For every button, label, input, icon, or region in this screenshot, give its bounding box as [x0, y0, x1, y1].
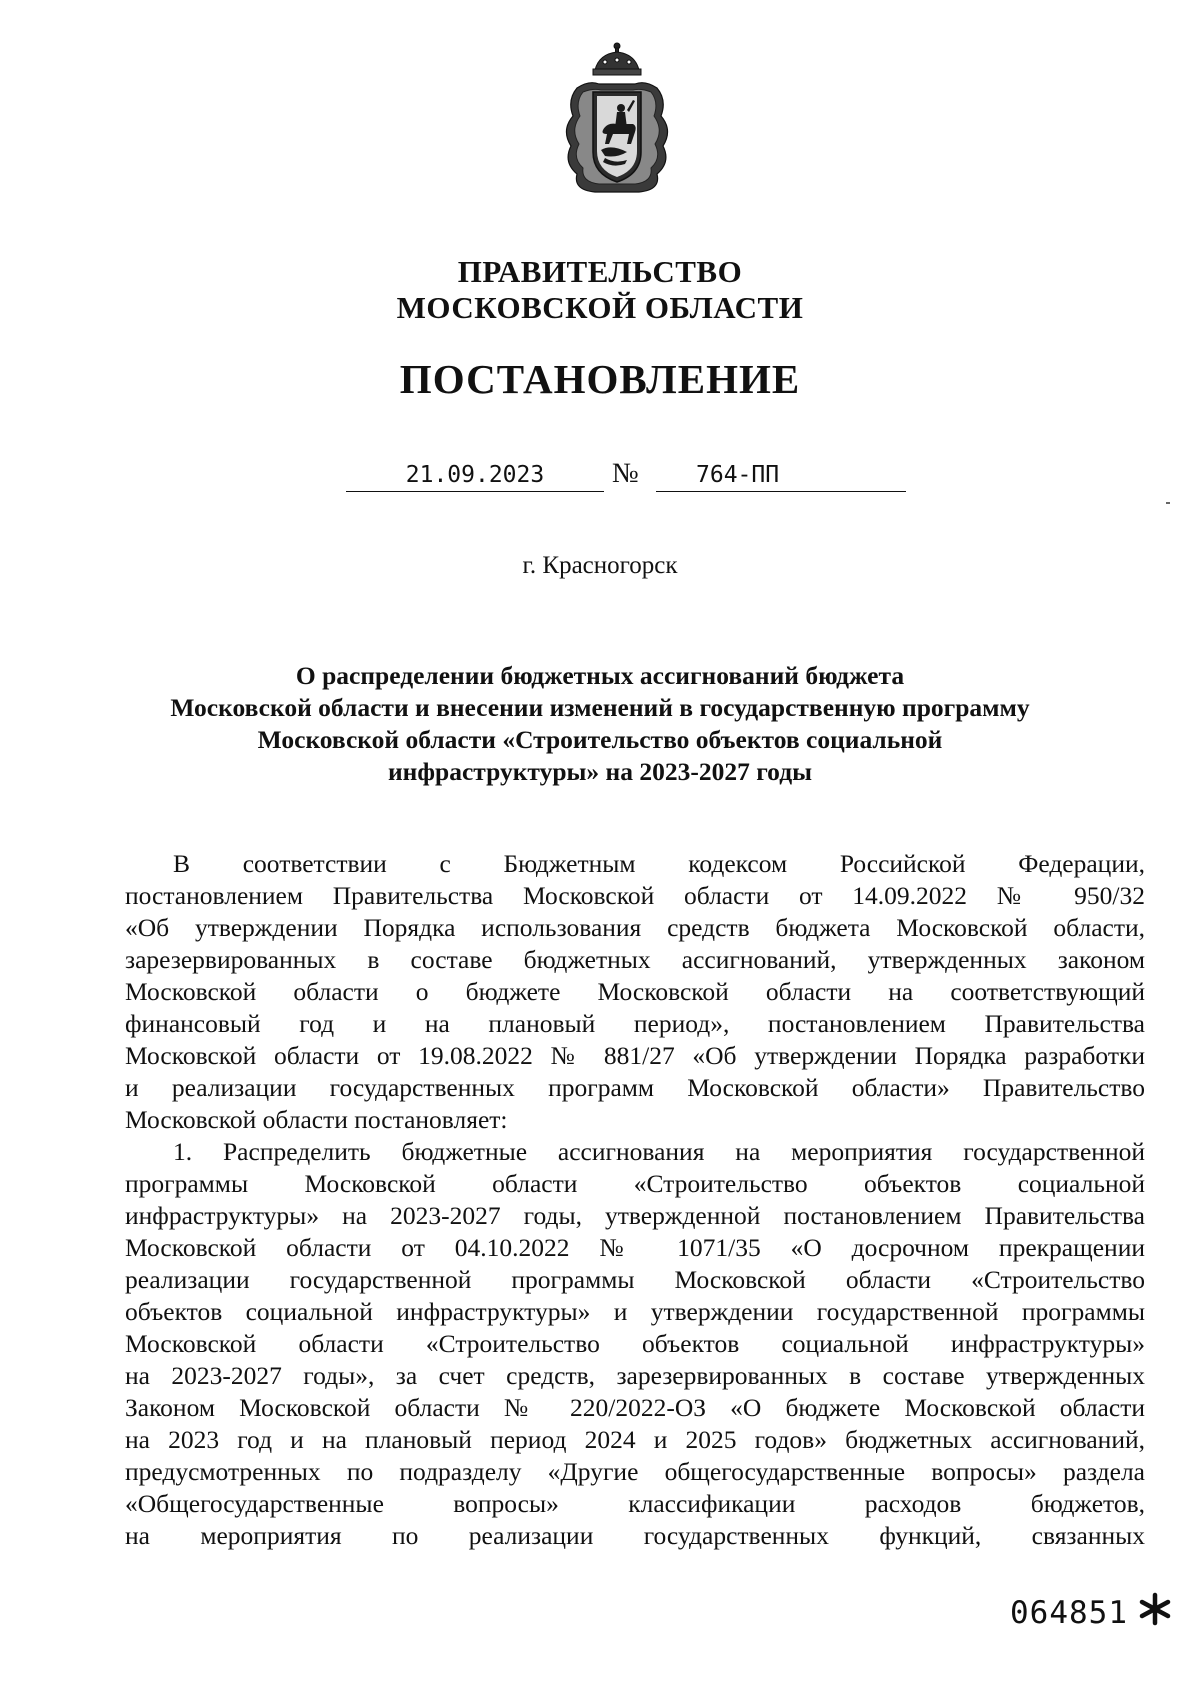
body-line: на 2023 год и на плановый период 2024 и 2025 годов» бюджетных ассигнований, [125, 1425, 1145, 1454]
coat-of-arms-icon [555, 40, 680, 205]
body-line: объектов социальной инфраструктуры» и утверждении государственной программы [125, 1297, 1145, 1326]
subject-line: инфраструктуры» на 2023-2027 годы [387, 757, 812, 786]
number-underline [656, 491, 906, 492]
document-type-title: ПОСТАНОВЛЕНИЕ [399, 356, 801, 402]
document-date: 21.09.2023 [405, 462, 545, 488]
date-underline [346, 491, 604, 492]
number-sign: № [612, 458, 639, 489]
body-line: Московской области от 04.10.2022 № 1071/35 «О досрочном прекращении [125, 1233, 1145, 1262]
body-line: В соответствии с Бюджетным кодексом Российской Федерации, [173, 849, 1145, 878]
body-line: Московской области от 19.08.2022 № 881/27 «Об утверждении Порядка разработки [125, 1041, 1145, 1070]
body-line: предусмотренных по подразделу «Другие общегосударственные вопросы» раздела [125, 1457, 1145, 1486]
document-subject [120, 660, 1080, 788]
body-line: на мероприятия по реализации государственных функций, связанных [125, 1521, 1145, 1550]
registration-block [346, 452, 906, 492]
government-name-line2: МОСКОВСКОЙ ОБЛАСТИ [396, 290, 804, 325]
government-name-line1: ПРАВИТЕЛЬСТВО [457, 254, 743, 289]
body-line: «Об утверждении Порядка использования средств бюджета Московской области, [125, 913, 1145, 942]
body-line: программы Московской области «Строительство объектов социальной [125, 1169, 1145, 1198]
body-line: постановлением Правительства Московской области от 14.09.2022 № 950/32 [125, 881, 1145, 910]
body-line: инфраструктуры» на 2023-2027 годы, утвержденной постановлением Правительства [125, 1201, 1145, 1230]
city-of-issue: г. Красногорск [522, 552, 678, 579]
subject-line: О распределении бюджетных ассигнований бюджета [295, 661, 905, 690]
subject-line: Московской области и внесении изменений в государственную программу [170, 693, 1030, 722]
body-line: и реализации государственных программ Московской области» Правительство [125, 1073, 1145, 1102]
serial-number: 064851 [1010, 1595, 1128, 1631]
body-line: «Общегосударственные вопросы» классификации расходов бюджетов, [125, 1489, 1145, 1518]
scan-artifact [1166, 502, 1170, 504]
body-line: зарезервированных в составе бюджетных ассигнований, утвержденных законом [125, 945, 1145, 974]
document-body [125, 848, 1145, 1552]
body-line: на 2023-2027 годы», за счет средств, зарезервированных в составе утвержденных [125, 1361, 1145, 1390]
body-line: Московской области «Строительство объектов социальной инфраструктуры» [125, 1329, 1145, 1358]
body-line: Московской области о бюджете Московской области на соответствующий [125, 977, 1145, 1006]
subject-line: Московской области «Строительство объектов социальной [257, 725, 943, 754]
body-line: реализации государственной программы Московской области «Строительство [125, 1265, 1145, 1294]
asterisk-icon [1138, 1592, 1172, 1626]
body-line: 1. Распределить бюджетные ассигнования на мероприятия государственной [173, 1137, 1145, 1166]
body-line: Московской области постановляет: [125, 1105, 508, 1134]
body-line: финансовый год и на плановый период», постановлением Правительства [125, 1009, 1145, 1038]
body-line: Законом Московской области № 220/2022-ОЗ «О бюджете Московской области [125, 1393, 1145, 1422]
document-number: 764-ПП [696, 462, 780, 488]
